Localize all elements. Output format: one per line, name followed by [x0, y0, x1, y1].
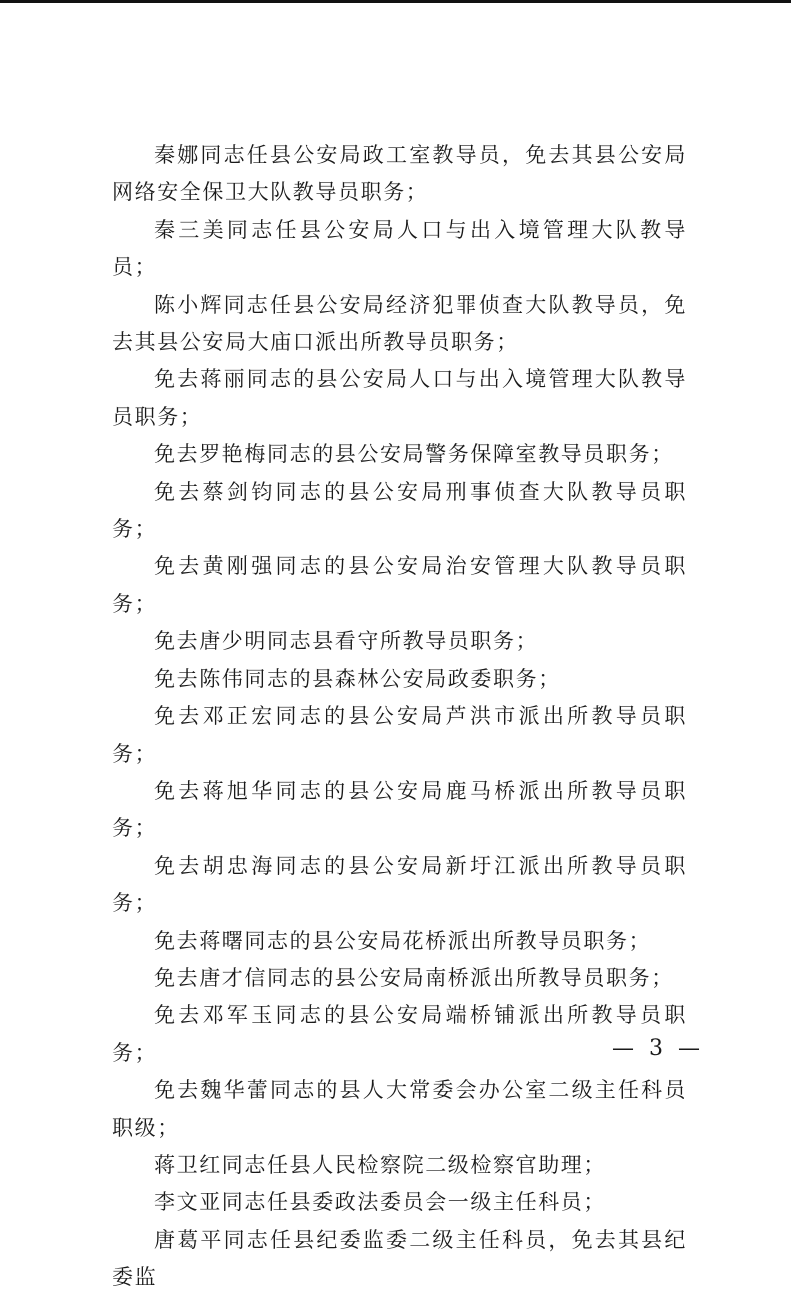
paragraph: 免去邓军玉同志的县公安局端桥铺派出所教导员职务； — [112, 1003, 687, 1065]
paragraph: 免去罗艳梅同志的县公安局警务保障室教导员职务； — [154, 442, 674, 467]
paragraph: 免去胡忠海同志的县公安局新圩江派出所教导员职务； — [112, 853, 687, 916]
paragraph: 免去魏华蕾同志的县人大常委会办公室二级主任科员职级； — [112, 1078, 687, 1140]
paragraph: 陈小辉同志任县公安局经济犯罪侦查大队教导员，免去其县公安局大庙口派出所教导员职务； — [112, 292, 687, 355]
paragraph: 免去黄刚强同志的县公安局治安管理大队教导员职务； — [112, 554, 687, 616]
paragraph: 免去陈伟同志的县森林公安局政委职务； — [154, 666, 561, 691]
paragraph: 唐葛平同志任县纪委监委二级主任科员，免去其县纪委监 — [112, 1227, 687, 1290]
document-body — [112, 137, 687, 1297]
paragraph: 秦三美同志任县公安局人口与出入境管理大队教导员； — [112, 217, 687, 280]
paragraph: 免去邓正宏同志的县公安局芦洪市派出所教导员职务； — [112, 704, 687, 766]
paragraph: 免去蒋丽同志的县公安局人口与出入境管理大队教导员职务； — [112, 367, 687, 429]
page-number: — 3 — — [612, 1036, 704, 1061]
paragraph: 蒋卫红同志任县人民检察院二级检察官助理； — [154, 1152, 606, 1177]
paragraph: 免去蒋曙同志的县公安局花桥派出所教导员职务； — [154, 928, 652, 953]
top-border-line — [0, 0, 791, 3]
paragraph: 李文亚同志任县委政法委员会一级主任科员； — [154, 1190, 606, 1215]
paragraph: 免去蒋旭华同志的县公安局鹿马桥派出所教导员职务； — [112, 778, 687, 841]
paragraph: 秦娜同志任县公安局政工室教导员，免去其县公安局网络安全保卫大队教导员职务； — [112, 143, 687, 205]
paragraph: 免去唐少明同志县看守所教导员职务； — [154, 629, 539, 654]
paragraph: 免去蔡剑钧同志的县公安局刑事侦查大队教导员职务； — [112, 479, 687, 542]
paragraph: 免去唐才信同志的县公安局南桥派出所教导员职务； — [154, 965, 674, 990]
